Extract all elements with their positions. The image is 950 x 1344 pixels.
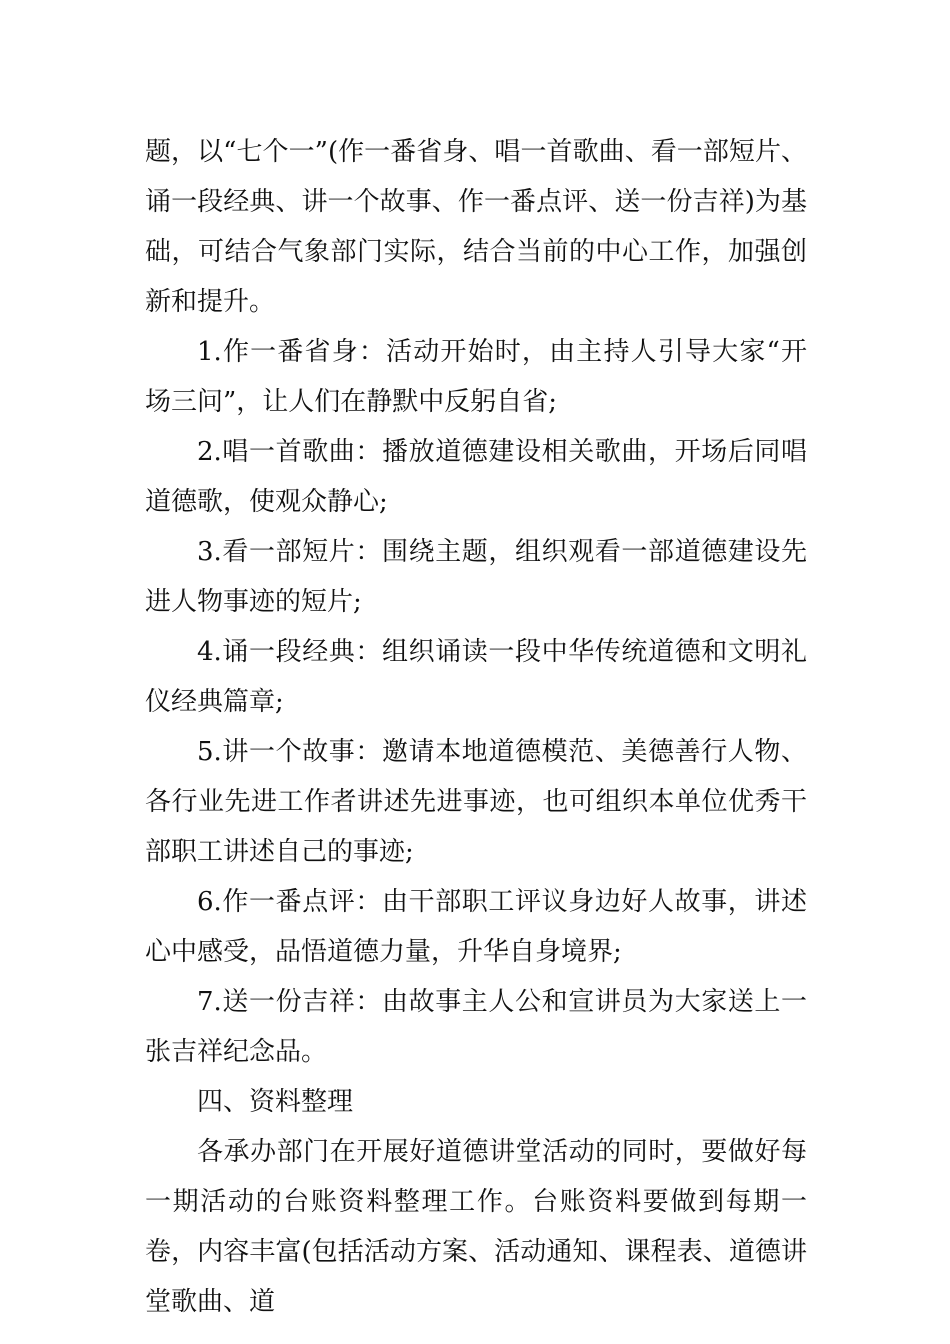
list-item-7: 7.送一份吉祥：由故事主人公和宣讲员为大家送上一张吉祥纪念品。 bbox=[145, 987, 807, 1067]
section-paragraph: 各承办部门在开展好道德讲堂活动的同时，要做好每一期活动的台账资料整理工作。台账资料要做到每期一卷，内容丰富(包括活动方案、活动通知、课程表、道德讲堂歌曲、道 bbox=[145, 1137, 807, 1317]
list-item-6: 6.作一番点评：由干部职工评议身边好人故事，讲述心中感受，品悟道德力量，升华自身境界; bbox=[145, 887, 807, 967]
document-body bbox=[145, 127, 807, 1327]
list-item-3: 3.看一部短片：围绕主题，组织观看一部道德建设先进人物事迹的短片; bbox=[145, 537, 807, 617]
list-item-1: 1.作一番省身：活动开始时，由主持人引导大家“开场三问”，让人们在静默中反躬自省; bbox=[145, 337, 807, 417]
list-item-2: 2.唱一首歌曲：播放道德建设相关歌曲，开场后同唱道德歌，使观众静心; bbox=[145, 437, 807, 517]
list-item-4: 4.诵一段经典：组织诵读一段中华传统道德和文明礼仪经典篇章; bbox=[145, 637, 807, 717]
paragraph-intro-continuation: 题，以“七个一”(作一番省身、唱一首歌曲、看一部短片、诵一段经典、讲一个故事、作一番点评、送一份吉祥)为基础，可结合气象部门实际，结合当前的中心工作，加强创新和提升。 bbox=[145, 137, 807, 317]
list-item-5: 5.讲一个故事：邀请本地道德模范、美德善行人物、各行业先进工作者讲述先进事迹，也可组织本单位优秀干部职工讲述自己的事迹; bbox=[145, 737, 807, 867]
section-heading: 四、资料整理 bbox=[197, 1087, 354, 1117]
